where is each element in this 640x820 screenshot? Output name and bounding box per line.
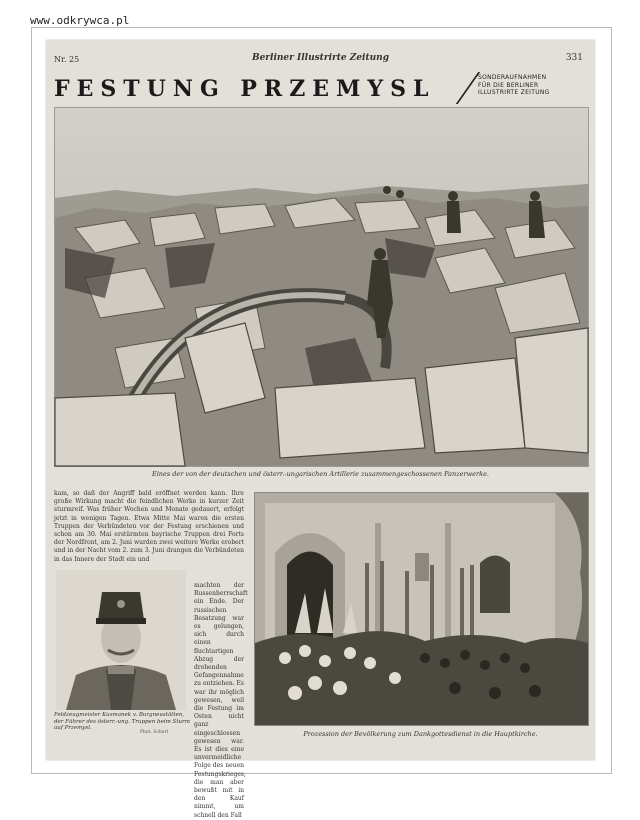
- portrait-image: [56, 570, 186, 710]
- photo-credit: Phot. Scherl: [140, 730, 169, 735]
- sonder-line: SONDERAUFNAHMEN: [478, 74, 547, 81]
- title-divider: [456, 72, 480, 104]
- sonder-line: FÜR DIE BERLINER: [478, 81, 539, 89]
- article-text-continued: machten der Russenherrschaft ein Ende. Der russischen Besatzung war es gelungen, sich durch einen fluchtartigen Abzug der drohenden Gefangennahme zu entziehen. Es war ihr möglich gewesen, weil die Festung im Osten nicht ganz eingeschlossen gewesen war. Es ist dies eine unvermeidliche Folge des neuen Festungskrieges, die man aber bewußt mit in den Kauf nimmt, um schnell den Fall: [194, 582, 248, 819]
- issue-number: Nr. 25: [54, 55, 80, 64]
- running-header: [46, 52, 595, 66]
- fortress-ruins-image: [55, 108, 588, 466]
- newspaper-page: [46, 40, 595, 819]
- sonder-note: [478, 74, 550, 97]
- article-text: kam, so daß der Angriff bald eröffnet werden kann. Ihre große Wirkung macht die feindlichen Werke in kurzer Zeit sturmreif. Was früher Wochen und Monate gedauert, erfolgt jetzt in wenigen Tagen. Etwa Mitte Mai waren die ersten Truppen der Verbündeten vor der Festung erschienen und schon am 30. Mai erstürmten bayrische Truppen drei Forts der Nordfront, am 2. Juni wurden zwei weitere Werke erobert und in der Nacht vom 2. zum 3. Juni drangen die Verbündeten in das Innere der Stadt ein und: [54, 490, 244, 563]
- watermark: www.odkrywca.pl: [30, 14, 130, 27]
- page-number: 331: [565, 53, 583, 63]
- fortress-ruins-photo: [54, 107, 589, 467]
- procession-caption: Prozession der Bevölkerung zum Dankgottesdienst in die Hauptkirche.: [303, 730, 538, 738]
- procession-image: [255, 493, 588, 725]
- page-title: FESTUNG PRZEMYSL: [54, 76, 436, 102]
- sonder-line: ILLUSTRIRTE ZEITUNG: [478, 89, 550, 96]
- publication-name: Berliner Illustrirte Zeitung: [251, 53, 390, 63]
- commander-portrait: [56, 570, 186, 710]
- top-photo-caption: Eines der von der deutschen und österr.-ungarischen Artillerie zusammengeschossenen Panzerwerke.: [151, 470, 489, 478]
- portrait-caption: Feldzeugmeister Kusmanek v. Burgneustätten, der Führer des österr.-ung. Truppen beim Sturm auf Przemysl.: [54, 712, 190, 731]
- procession-photo: [254, 492, 589, 726]
